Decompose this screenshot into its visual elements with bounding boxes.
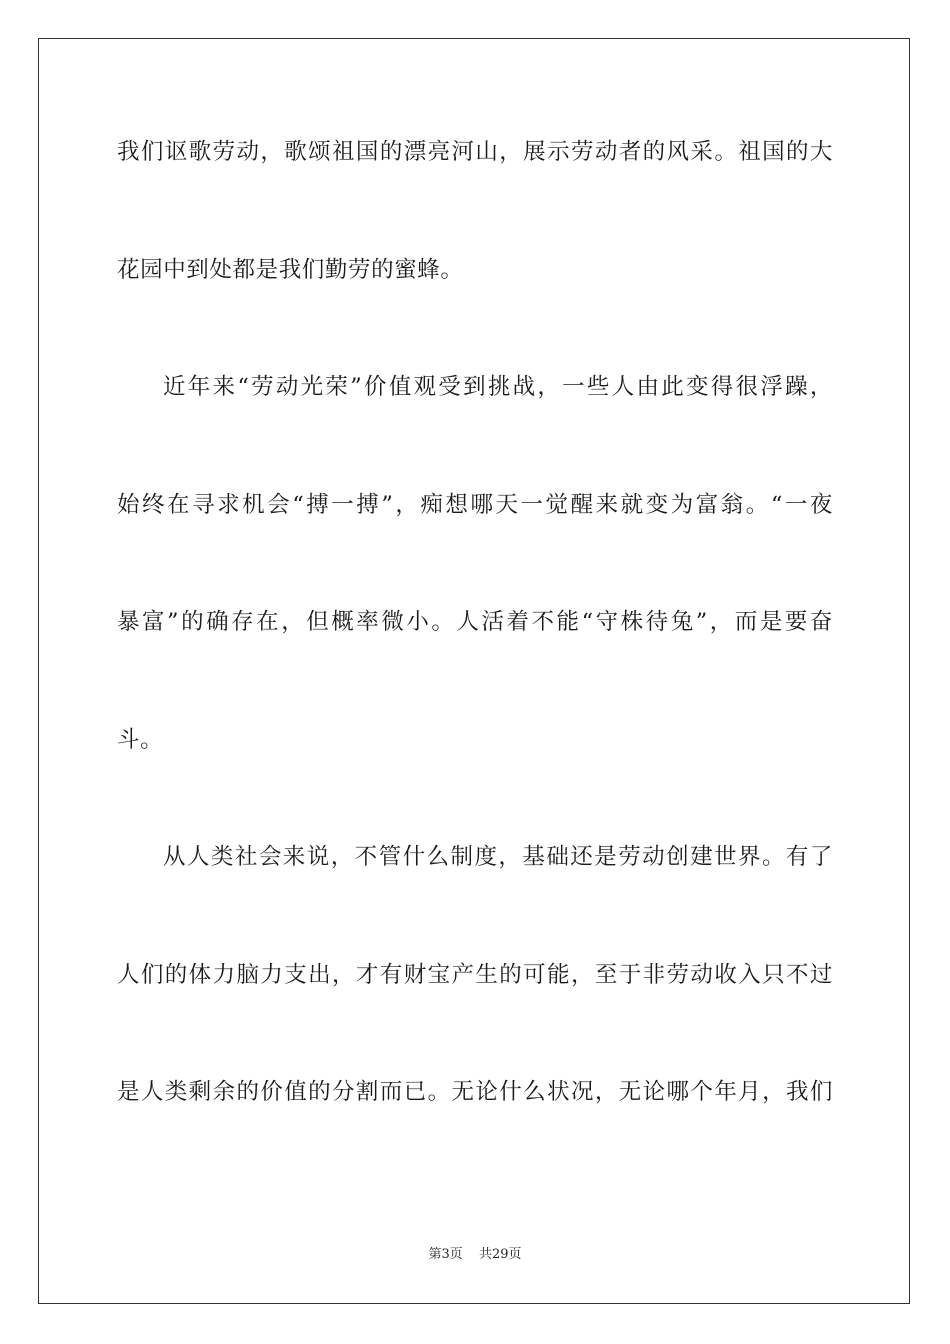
text-line: 是人类剩余的价值的分割而已。无论什么状况，无论哪个年月，我们 [117, 1079, 833, 1105]
page-footer [0, 1246, 950, 1264]
text-line: 近年来“劳动光荣”价值观受到挑战，一些人由此变得很浮躁， [163, 374, 833, 400]
text-line: 暴富”的确存在，但概率微小。人活着不能“守株待兔”，而是要奋 [117, 609, 833, 635]
page-border [38, 38, 910, 1304]
text-line: 我们讴歌劳动，歌颂祖国的漂亮河山，展示劳动者的风采。祖国的大 [117, 139, 833, 165]
page-number: 第3页 [428, 1247, 463, 1262]
text-line: 人们的体力脑力支出，才有财宝产生的可能，至于非劳动收入只不过 [117, 962, 833, 988]
page-total: 共29页 [478, 1247, 522, 1262]
text-line: 始终在寻求机会“搏一搏”，痴想哪天一觉醒来就变为富翁。“一夜 [117, 492, 833, 518]
text-line: 花园中到处都是我们勤劳的蜜蜂。 [117, 257, 464, 283]
text-line: 从人类社会来说，不管什么制度，基础还是劳动创建世界。有了 [163, 844, 833, 870]
text-line: 斗。 [117, 727, 164, 753]
